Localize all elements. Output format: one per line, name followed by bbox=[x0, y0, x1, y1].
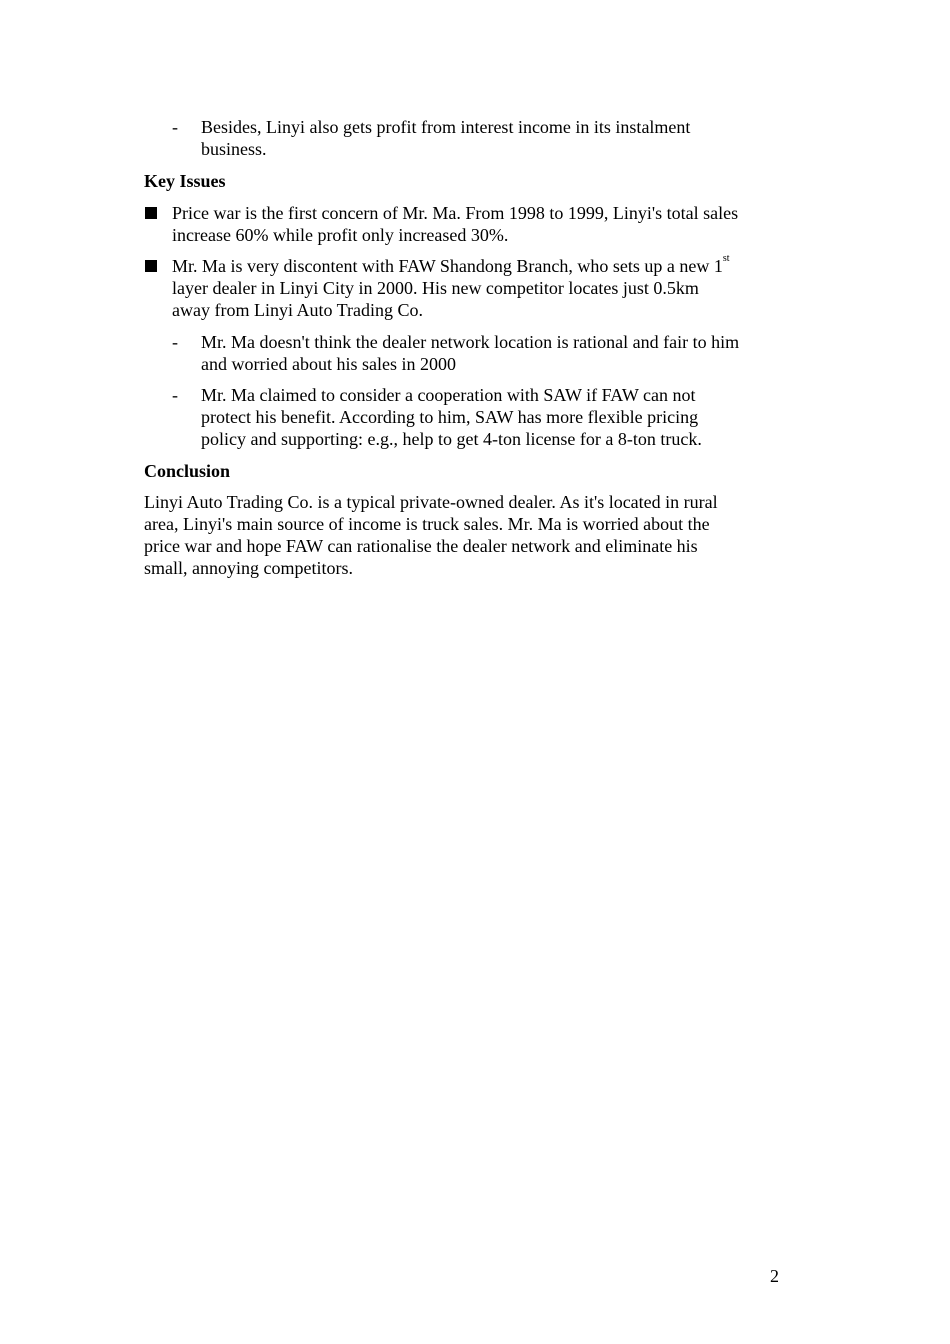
bullet-text: Mr. Ma claimed to consider a cooperation with SAW if FAW can not protect his benefit. According to him, SAW has more flexible pricing policy and supporting: e.g., help to get 4-ton license for a 8-ton truck. bbox=[201, 385, 702, 449]
dash-marker: - bbox=[172, 117, 178, 137]
page-number: 2 bbox=[770, 1266, 779, 1286]
key-issue-text: Price war is the first concern of Mr. Ma. From 1998 to 1999, Linyi's total sales increase 60% while profit only increased 30%. bbox=[172, 203, 739, 245]
square-bullet-icon bbox=[145, 207, 157, 219]
bullet-text: Besides, Linyi also gets profit from interest income in its instalment business. bbox=[201, 117, 691, 159]
bullet-text: Mr. Ma doesn't think the dealer network location is rational and fair to him and worried about his sales in 2000 bbox=[201, 332, 740, 374]
square-bullet-icon bbox=[145, 260, 157, 272]
key-issues-heading: Key Issues bbox=[144, 171, 226, 191]
dash-marker: - bbox=[172, 385, 178, 405]
superscript: st bbox=[722, 253, 730, 264]
conclusion-paragraph: Linyi Auto Trading Co. is a typical private-owned dealer. As it's located in rural area, Linyi's main source of income is truck sales. Mr. Ma is worried about the price war and hope FAW can rationalise the dealer network and eliminate his small, annoying competitors. bbox=[144, 492, 718, 578]
conclusion-heading: Conclusion bbox=[144, 461, 231, 481]
key-issue-text: Mr. Ma is very discontent with FAW Shandong Branch, who sets up a new 1st layer dealer in Linyi City in 2000. His new competitor locates just 0.5km away from Linyi Auto Trading Co. bbox=[172, 253, 730, 320]
dash-marker: - bbox=[172, 332, 178, 352]
